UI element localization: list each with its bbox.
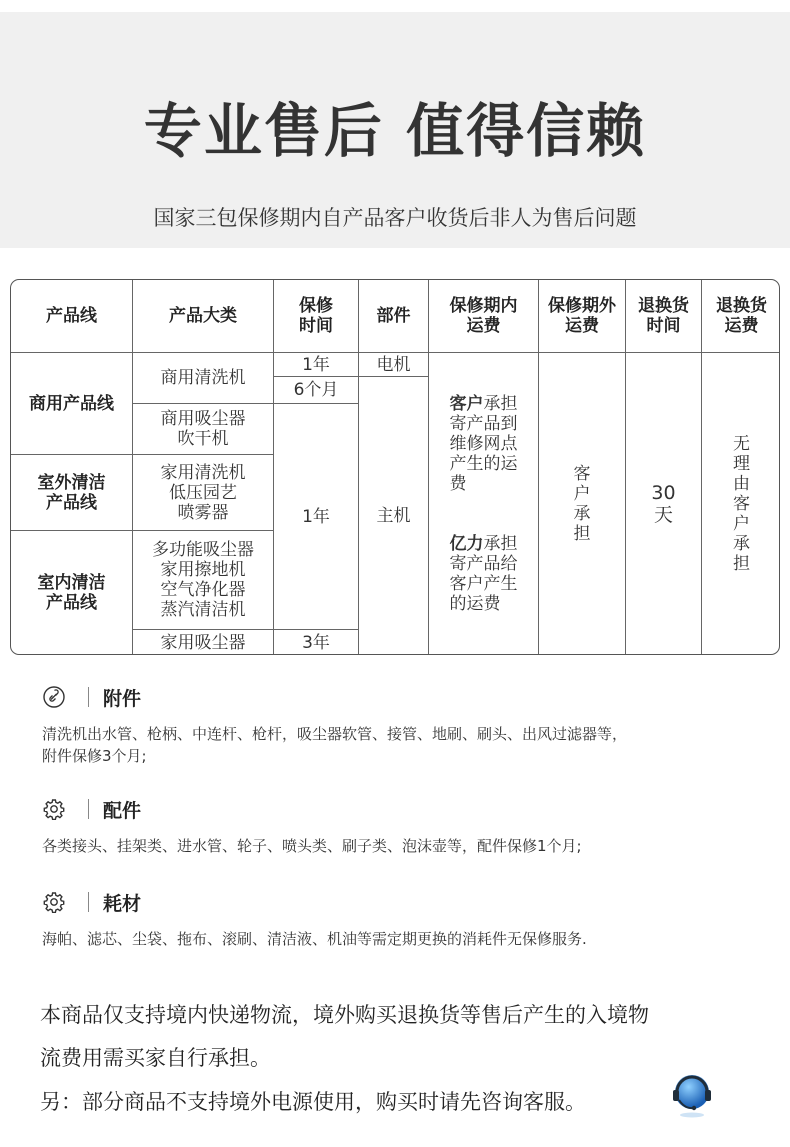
part-cell: 电机 bbox=[376, 354, 411, 375]
link-icon bbox=[42, 685, 66, 709]
grid-line bbox=[538, 280, 539, 655]
divider bbox=[88, 892, 89, 912]
product-line-cell: 商用产品线 bbox=[29, 393, 114, 414]
grid-line bbox=[701, 280, 702, 655]
customer-service-icon[interactable] bbox=[670, 1068, 714, 1118]
gear-icon bbox=[42, 797, 66, 821]
consumables-section bbox=[42, 888, 762, 950]
parts-section bbox=[42, 795, 762, 857]
section-text: 各类接头、挂架类、进水管、轮子、喷头类、刷子类、泡沫壶等，配件保修1个月; bbox=[42, 837, 582, 855]
grid-line bbox=[132, 280, 133, 655]
section-text: 海帕、滤芯、尘袋、拖布、滚刷、清洁液、机油等需定期更换的消耗件无保修服务. bbox=[42, 930, 587, 948]
grid-line bbox=[11, 530, 273, 531]
header-banner bbox=[0, 12, 790, 248]
grid-line bbox=[625, 280, 626, 655]
warranty-cell: 3年 bbox=[302, 632, 330, 653]
grid-line bbox=[428, 280, 429, 655]
category-cell: 家用吸尘器 bbox=[160, 632, 246, 653]
gear-icon bbox=[42, 890, 66, 914]
category-cell: 家用清洗机 低压园艺 喷雾器 bbox=[160, 462, 246, 523]
notice-line: 本商品仅支持境内快递物流，境外购买退换货等售后产生的入境物 bbox=[40, 1003, 649, 1027]
warranty-cell: 1年 bbox=[302, 506, 330, 527]
grid-line bbox=[358, 280, 359, 655]
return-time-cell: 30 天 bbox=[651, 482, 676, 526]
header-cell: 保修期外 运费 bbox=[548, 296, 616, 336]
grid-line bbox=[132, 629, 358, 630]
section-title: 配件 bbox=[103, 799, 142, 822]
section-title: 附件 bbox=[103, 687, 142, 710]
header-cell: 退换货 时间 bbox=[638, 296, 689, 336]
category-cell: 商用吸尘器 吹干机 bbox=[160, 409, 246, 449]
notice-line: 流费用需买家自行承担。 bbox=[40, 1046, 271, 1070]
section-title: 耗材 bbox=[103, 892, 142, 915]
header-cell: 产品线 bbox=[46, 306, 97, 326]
section-text: 清洗机出水管、枪柄、中连杆、枪杆，吸尘器软管、接管、地刷、刷头、出风过滤器等， 附件保修3个月; bbox=[42, 725, 628, 765]
product-line-cell: 室外清洁 产品线 bbox=[37, 472, 106, 513]
in-warranty-fee-cell: 客户承担 寄产品到 维修网点 产生的运 费 亿力承担 寄产品给 客户产生 的运费 bbox=[449, 394, 518, 614]
grid-line bbox=[11, 454, 273, 455]
divider bbox=[88, 799, 89, 819]
out-warranty-fee-cell: 客 户 承 担 bbox=[573, 464, 591, 544]
warranty-cell: 6个月 bbox=[293, 380, 339, 400]
category-cell: 商用清洗机 bbox=[160, 368, 246, 388]
page-subtitle: 国家三包保修期内自产品客户收货后非人为售后问题 bbox=[153, 206, 637, 230]
warranty-cell: 1年 bbox=[302, 354, 330, 375]
part-cell: 主机 bbox=[376, 506, 411, 526]
notice-line: 另：部分商品不支持境外电源使用，购买时请先咨询客服。 bbox=[40, 1090, 586, 1114]
grid-line bbox=[11, 352, 780, 353]
product-line-cell: 室内清洁 产品线 bbox=[37, 573, 106, 613]
header-cell: 部件 bbox=[376, 306, 411, 326]
page-title: 专业售后 值得信赖 bbox=[143, 97, 647, 165]
return-fee-cell: 无 理 由 客 户 承 担 bbox=[733, 434, 750, 574]
grid-line bbox=[273, 376, 428, 377]
header-cell: 保修期内 运费 bbox=[449, 296, 518, 336]
grid-line bbox=[273, 280, 274, 655]
warranty-table bbox=[10, 279, 780, 655]
attachment-section bbox=[42, 683, 762, 767]
header-cell: 产品大类 bbox=[169, 306, 237, 326]
header-cell: 退换货 运费 bbox=[716, 296, 767, 336]
divider bbox=[88, 687, 89, 707]
grid-line bbox=[132, 403, 358, 404]
header-cell: 保修 时间 bbox=[299, 296, 333, 336]
category-cell: 多功能吸尘器 家用擦地机 空气净化器 蒸汽清洁机 bbox=[152, 540, 254, 620]
